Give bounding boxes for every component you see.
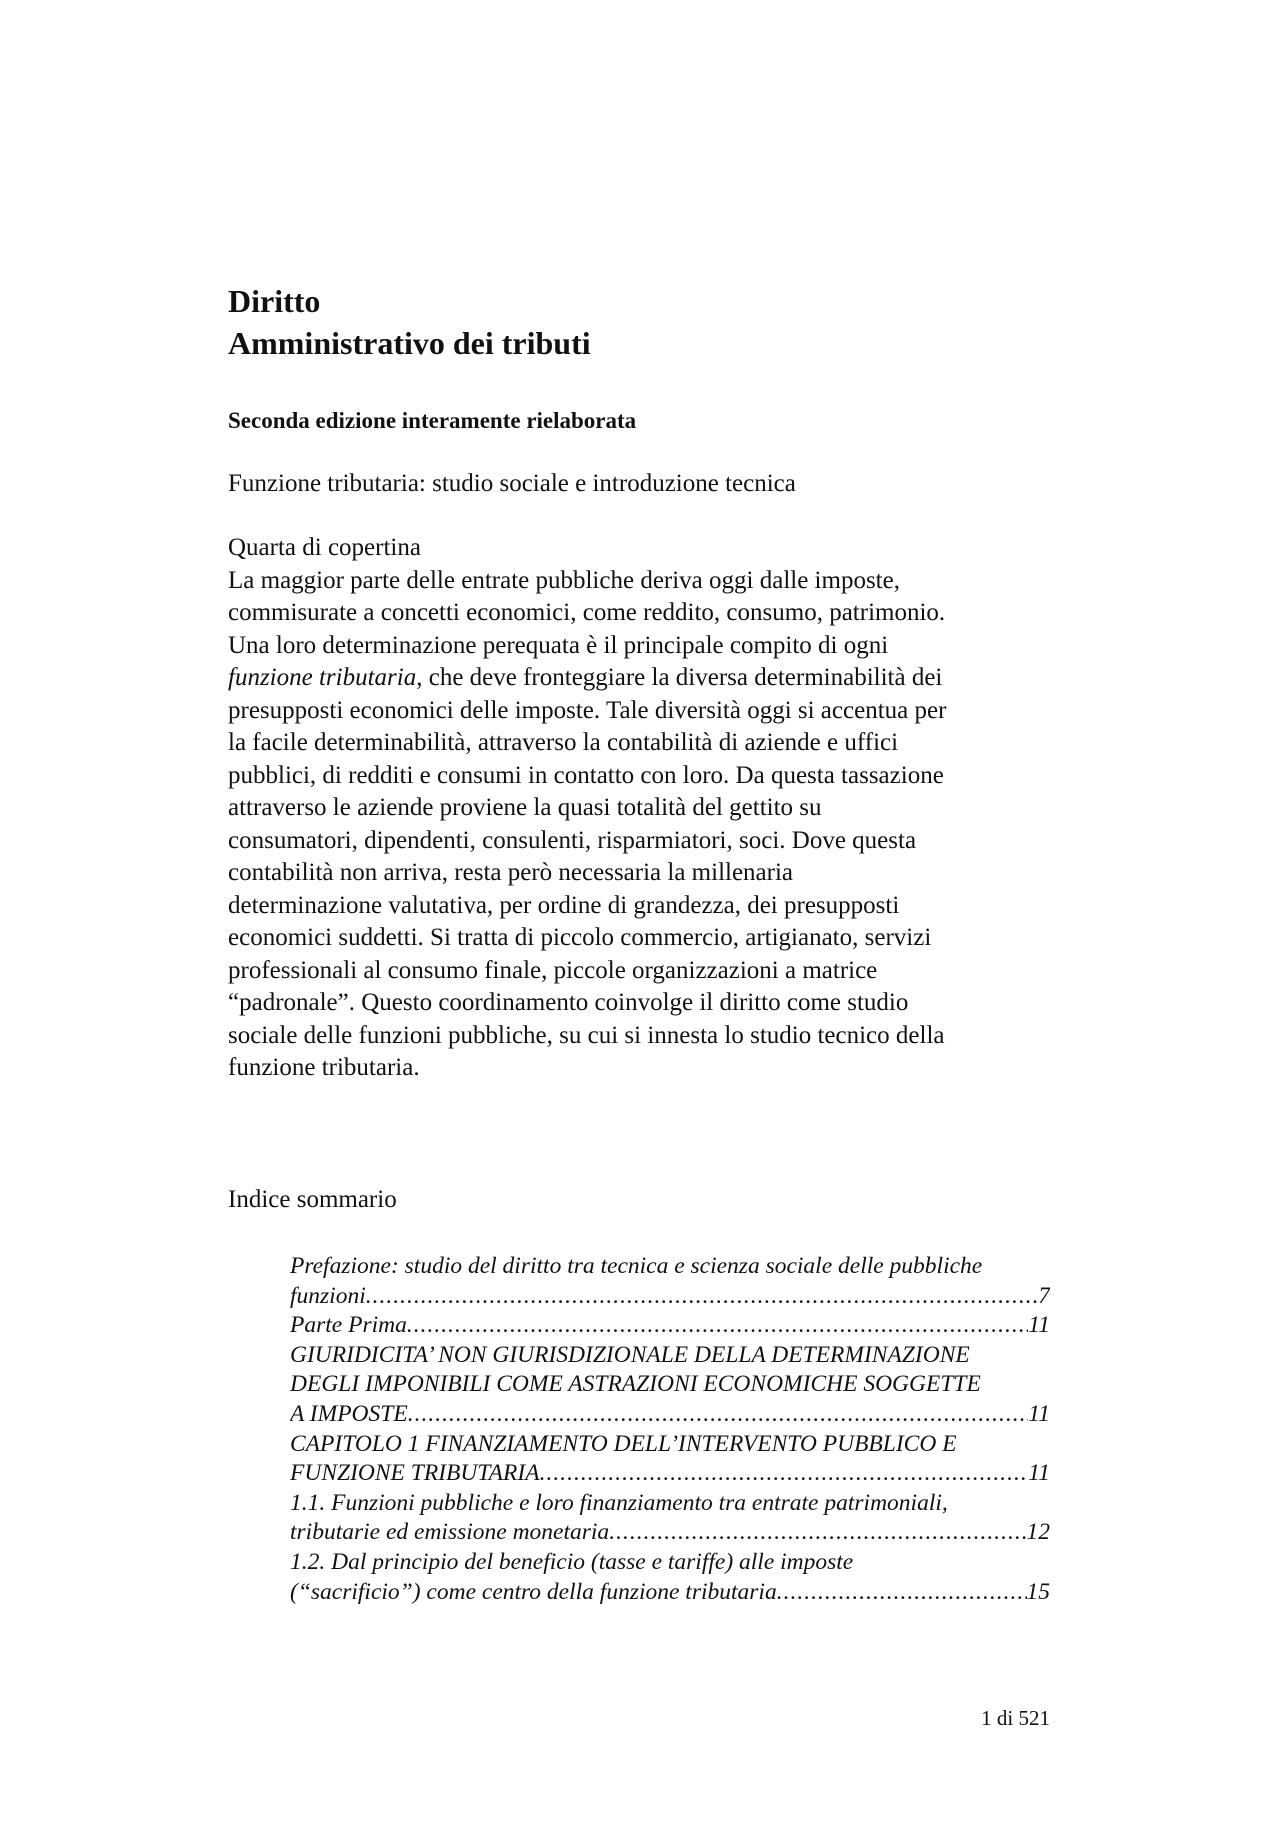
toc-entry-last-line xyxy=(290,1459,1050,1489)
cover-line-mixed xyxy=(228,662,1098,695)
toc-entry-1-1[interactable] xyxy=(290,1489,1050,1548)
toc-entry-line: GIURIDICITA’ NON GIURISDIZIONALE DELLA DETERMINAZIONE xyxy=(290,1341,970,1368)
cover-line: pubblici, di redditi e consumi in contatto con loro. Da questa tassazione xyxy=(228,761,944,789)
cover-line: attraverso le aziende proviene la quasi totalità del gettito su xyxy=(228,794,822,821)
toc-entry-1-2[interactable] xyxy=(290,1548,1050,1607)
toc-entry-line: DEGLI IMPONIBILI COME ASTRAZIONI ECONOMICHE SOGGETTE xyxy=(290,1371,981,1398)
toc-entry-last-line xyxy=(290,1400,1050,1430)
cover-line: la facile determinabilità, attraverso la contabilità di aziende e uffici xyxy=(228,729,899,756)
cover-line: La maggior parte delle entrate pubbliche deriva oggi dalle imposte, xyxy=(228,566,900,594)
title-line-2: Amministrativo dei tributi xyxy=(228,325,591,361)
cover-line: “padronale”. Questo coordinamento coinvolge il diritto come studio xyxy=(228,989,909,1016)
toc-entry-section-title[interactable] xyxy=(290,1341,1050,1430)
toc-entry-line: CAPITOLO 1 FINANZIAMENTO DELL’INTERVENTO PUBBLICO E xyxy=(290,1430,957,1457)
cover-italic-term: funzione tributaria xyxy=(228,664,417,691)
document-topic: Funzione tributaria: studio sociale e introduzione tecnica xyxy=(228,470,796,497)
toc-page-number: 15 xyxy=(1026,1578,1050,1605)
cover-line: professionali al consumo finale, piccole organizzazioni a matrice xyxy=(228,956,878,984)
cover-line: commisurate a concetti economici, come reddito, consumo, patrimonio. xyxy=(228,599,946,626)
edition-note: Seconda edizione interamente rielaborata xyxy=(228,408,637,433)
cover-line: funzione tributaria. xyxy=(228,1054,420,1081)
cover-line: contabilità non arriva, resta però necessaria la millenaria xyxy=(228,859,794,886)
table-of-contents xyxy=(290,1252,1050,1607)
cover-line: Una loro determinazione perequata è il principale compito di ogni xyxy=(228,631,889,659)
cover-line: economici suddetti. Si tratta di piccolo commercio, artigianato, servizi xyxy=(228,924,932,951)
toc-entry-text: (“sacrificio”) come centro della funzione tributaria xyxy=(290,1578,777,1605)
toc-entry-chapter-1[interactable] xyxy=(290,1430,1050,1489)
toc-entry-text: tributarie ed emissione monetaria xyxy=(290,1519,610,1546)
back-cover-text xyxy=(228,532,1098,1085)
toc-entry-line: 1.1. Funzioni pubbliche e loro finanziamento tra entrate patrimoniali, xyxy=(290,1489,948,1516)
toc-entry-last-line xyxy=(290,1282,1050,1312)
toc-entry-last-line xyxy=(290,1518,1050,1548)
cover-line: presupposti economici delle imposte. Tale diversità oggi si accentua per xyxy=(228,696,947,724)
toc-entry-text: FUNZIONE TRIBUTARIA xyxy=(290,1460,540,1487)
toc-entry-text: A IMPOSTE xyxy=(290,1400,408,1427)
toc-entry-text: Parte Prima xyxy=(290,1312,407,1339)
toc-page-number: 7 xyxy=(1038,1282,1050,1309)
cover-line-rest: , che deve fronteggiare la diversa determinabilità dei xyxy=(416,664,943,691)
index-heading: Indice sommario xyxy=(228,1186,397,1213)
toc-entry-last-line xyxy=(290,1311,1050,1341)
cover-line: determinazione valutativa, per ordine di grandezza, dei presupposti xyxy=(228,891,900,919)
toc-leader-dots xyxy=(777,1578,1027,1608)
title-line-1: Diritto xyxy=(228,283,321,319)
toc-page-number: 11 xyxy=(1028,1312,1050,1339)
cover-heading: Quarta di copertina xyxy=(228,534,421,561)
page-number: 1 di 521 xyxy=(981,1706,1050,1730)
toc-page-number: 11 xyxy=(1028,1400,1050,1427)
toc-leader-dots xyxy=(407,1311,1028,1341)
toc-entry-line: 1.2. Dal principio del beneficio (tasse e tariffe) alle imposte xyxy=(290,1548,854,1575)
toc-entry-part-one[interactable] xyxy=(290,1311,1050,1341)
toc-page-number: 12 xyxy=(1026,1519,1050,1546)
toc-entry-last-line xyxy=(290,1578,1050,1608)
toc-entry-line: Prefazione: studio del diritto tra tecnica e scienza sociale delle pubbliche xyxy=(290,1253,983,1279)
toc-leader-dots xyxy=(408,1400,1029,1430)
toc-entry-preface[interactable] xyxy=(290,1252,1050,1311)
cover-line: consumatori, dipendenti, consulenti, risparmiatori, soci. Dove questa xyxy=(228,826,917,854)
toc-page-number: 11 xyxy=(1028,1460,1050,1487)
document-title xyxy=(228,280,1068,364)
toc-leader-dots xyxy=(609,1518,1026,1548)
cover-line: sociale delle funzioni pubbliche, su cui si innesta lo studio tecnico della xyxy=(228,1021,945,1049)
toc-leader-dots xyxy=(366,1282,1039,1312)
toc-leader-dots xyxy=(540,1459,1029,1489)
toc-entry-text: funzioni xyxy=(290,1282,366,1309)
